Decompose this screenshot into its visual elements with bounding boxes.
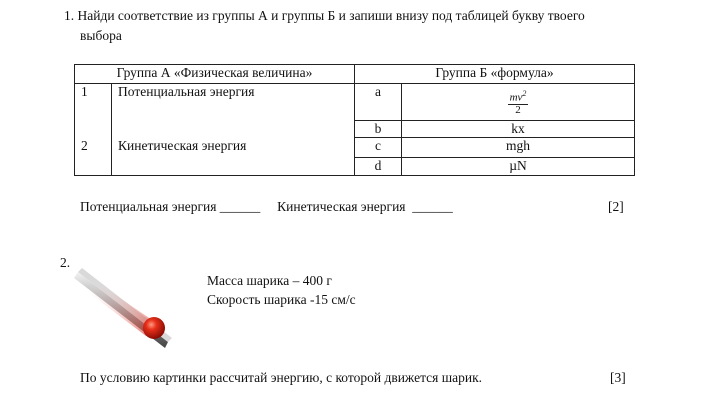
quantity-name: Потенциальная энергия [112, 84, 355, 121]
question-2-task: По условию картинки рассчитай энергию, с которой движется шарик. [80, 370, 483, 385]
table-row [75, 84, 635, 121]
group-a-header: Группа А «Физическая величина» [75, 65, 355, 84]
formula: µN [402, 158, 635, 176]
ball-mass: Масса шарика – 400 г [207, 273, 332, 288]
row-number [75, 158, 112, 176]
fraction-denominator: 2 [515, 103, 521, 116]
fraction-numerator: mv [509, 91, 523, 104]
table-row [75, 121, 635, 138]
kinetic-formula [508, 88, 529, 116]
answer-line: Потенциальная энергия ______ Кинетическая энергия ______ [80, 199, 453, 214]
red-ball [143, 317, 165, 339]
rolling-ball-illustration [72, 262, 182, 352]
formula: kx [402, 121, 635, 138]
table-header-row [75, 65, 635, 84]
row-number [75, 121, 112, 138]
question-2-number: 2. [60, 255, 71, 270]
formula-fraction [402, 84, 635, 121]
quantity-name [112, 158, 355, 176]
quantity-name [112, 121, 355, 138]
formula-letter: a [355, 84, 402, 121]
ball-speed: Скорость шарика -15 см/с [207, 292, 356, 307]
question-1-mark: [2] [608, 199, 624, 214]
table-row [75, 158, 635, 176]
quantity-name: Кинетическая энергия [112, 138, 355, 158]
formula-letter: d [355, 158, 402, 176]
group-b-header: Группа Б «формула» [355, 65, 635, 84]
formula-letter: b [355, 121, 402, 138]
row-number: 2 [75, 138, 112, 158]
fraction-power: 2 [522, 89, 527, 98]
motion-trail [88, 280, 152, 336]
table-row [75, 138, 635, 158]
question-1-text-line1: 1. Найди соответствие из группы А и группы Б и запиши внизу под таблицей букву твоего [64, 8, 585, 23]
question-1-text-line2: выбора [80, 28, 122, 43]
formula-letter: c [355, 138, 402, 158]
matching-table [74, 64, 635, 176]
question-2-mark: [3] [610, 370, 626, 385]
formula: mgh [402, 138, 635, 158]
row-number: 1 [75, 84, 112, 121]
